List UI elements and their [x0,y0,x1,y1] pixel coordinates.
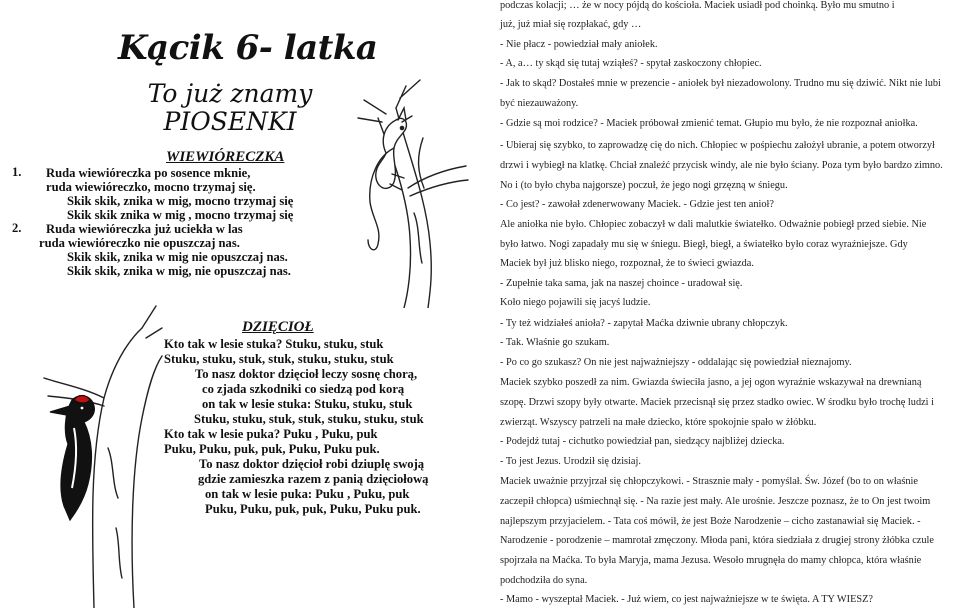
story-line: - Mamo - wyszeptał Maciek. - Już wiem, co jest najważniejsze w te święta. A TY WIESZ? [500,594,873,605]
story-line: Narodzenie - porodzenie – mamrotał zmęczony. Młoda pani, która siedziała z drugiej strony żłóbka czule [500,535,934,546]
story-line: No i (to było chyba najgorsze) poczuł, że jego nogi grzęzną w śniegu. [500,180,788,191]
story-line: - Nie płacz - powiedział mały aniołek. [500,39,658,50]
song-line: ruda wiewióreczko nie opuszczaj nas. [39,236,240,250]
story-line: już, już miał się rozpłakać, gdy … [500,19,642,30]
song-line: on tak w lesie stuka: Stuku, stuku, stuk [202,397,413,411]
story-line: szopę. Drzwi szopy były otwarte. Maciek przecisnął się przez stadko owiec. W środku było trochę ludzi i [500,397,934,408]
story-line: Koło niego pojawili się jacyś ludzie. [500,297,651,308]
story-line: - Po co go szukasz? On nie jest najważniejszy - oddalając się powiedział nieznajomy. [500,357,852,368]
verse-number: 1. [12,165,22,179]
right-page [480,0,960,608]
song-line: Kto tak w lesie puka? Puku , Puku, puk [164,427,378,441]
subtitle-line: PIOSENKI [163,107,297,136]
story-line: zwierząt. Wszyscy patrzeli na małe dziecko, które spokojnie spało w żłóbku. [500,417,817,428]
woodpecker-illustration [34,288,164,608]
story-line: - Gdzie są moi rodzice? - Maciek próbował zmienić temat. Głupio mu było, że nie rozpoznał aniołka. [500,118,918,129]
song-line: To nasz doktor dzięcioł leczy sosnę chorą, [195,367,418,381]
story-line: Maciek szybko poszedł za nim. Gwiazda świeciła jasno, a jej ogon wyraźnie wskazywał na drewnianą [500,377,922,388]
song-line: Skik skik znika w mig , mocno trzymaj się [67,208,294,222]
story-line: - Co jest? - zawołał zdenerwowany Maciek. - Gdzie jest ten anioł? [500,199,774,210]
song-line: Puku, Puku, puk, puk, Puku, Puku puk. [164,442,380,456]
verse-number: 2. [12,221,22,235]
subtitle-line: To już znamy [147,79,313,108]
song-line: Ruda wiewióreczka już uciekła w las [46,222,243,236]
story-line: - Zupełnie taka sama, jak na naszej choince - uradował się. [500,278,743,289]
story-line: - Tak. Właśnie go szukam. [500,337,610,348]
story-line: najlepszym przyjacielem. - Tata coś mówił, że jest Boże Narodzenie – cicho zastanawiał się Maciek. - [500,516,921,527]
story-line: być niezauważony. [500,98,579,109]
story-line: - A, a… ty skąd się tutaj wziąłeś? - spytał zaskoczony chłopiec. [500,58,762,69]
story-line: Maciek uważnie przyjrzał się chłopczykowi. - Strasznie mały - pomyślał. Św. Józef (bo to on właśnie [500,476,918,487]
song-title-squirrel: WIEWIÓRECZKA [166,149,285,165]
subtitle [120,80,340,136]
song-line: Stuku, stuku, stuk, stuk, stuku, stuku, stuk [194,412,424,426]
song-line: gdzie zamieszka razem z panią dzięciołową [198,472,429,486]
song-line: Stuku, stuku, stuk, stuk, stuku, stuku, stuk [164,352,394,366]
story-line: - To jest Jezus. Urodził się dzisiaj. [500,456,641,467]
story-line: zaczepił chłopca) uśmiechnął się. - Na razie jest mały. Ale urośnie. Jeszcze poznasz, że to On jest twoim [500,496,931,507]
story-line: spojrzała na Maćka. To była Maryja, mama Jezusa. Wesoło mrugnęła do mamy chłopca, która właśnie [500,555,922,566]
story-line: - Podejdź tutaj - cichutko powiedział pan, siedzący najbliżej dziecka. [500,436,785,447]
song-line: Skik skik, znika w mig, mocno trzymaj się [67,194,294,208]
song-title-woodpecker: DZIĘCIOŁ [242,319,314,335]
story-line: podchodziła do syna. [500,575,588,586]
song-line: Skik skik, znika w mig nie opuszczaj nas. [67,250,288,264]
song-line: To nasz doktor dzięcioł robi dziuplę swoją [199,457,425,471]
song-line: Ruda wiewióreczka po sosence mknie, [46,166,251,180]
story-line: drzwi i wybiegł na klatkę. Chciał znaleźć przycisk windy, ale nie było ściany. Poza tym było bardzo zimno. [500,160,943,171]
story-line: podczas kolacji; … że w nocy pójdą do kościoła. Maciek usiadł pod choinką. Było mu smutno i [500,0,895,11]
story-line: - Ty też widziałeś anioła? - zapytał Maćka dziwnie ubrany chłopczyk. [500,318,788,329]
page-title: Kącik 6- latka [118,28,378,68]
song-line: on tak w lesie puka: Puku , Puku, puk [205,487,410,501]
story-line: było łatwo. Nogi zapadały mu się w śniegu. Biegł, biegł, a światełko było coraz wyraźniejsze. Gdy [500,239,908,250]
song-line: Puku, Puku, puk, puk, Puku, Puku puk. [205,502,421,516]
story-line: - Jak to skąd? Dostałeś mnie w prezencie - aniołek był niezadowolony. Trudno mu się dziwić. Nikt nie lubi [500,78,941,89]
song-line: co zjada szkodniki co siedzą pod korą [202,382,405,396]
song-line: Kto tak w lesie stuka? Stuku, stuku, stuk [164,337,384,351]
story-line: Maciek był już blisko niego, rozpoznał, że to świeci gwiazda. [500,258,754,269]
squirrel-illustration [338,78,473,308]
story-line: Ale aniołka nie było. Chłopiec zobaczył w dali malutkie światełko. Odważnie pobiegł przed siebie. Nie [500,219,927,230]
song-line: ruda wiewióreczko, mocno trzymaj się. [46,180,256,194]
story-line: - Ubieraj się szybko, to zaprowadzę cię do nich. Chłopiec w pośpiechu założył ubranie, a potem otworzył [500,140,935,151]
song-line: Skik skik, znika w mig, nie opuszczaj nas. [67,264,291,278]
